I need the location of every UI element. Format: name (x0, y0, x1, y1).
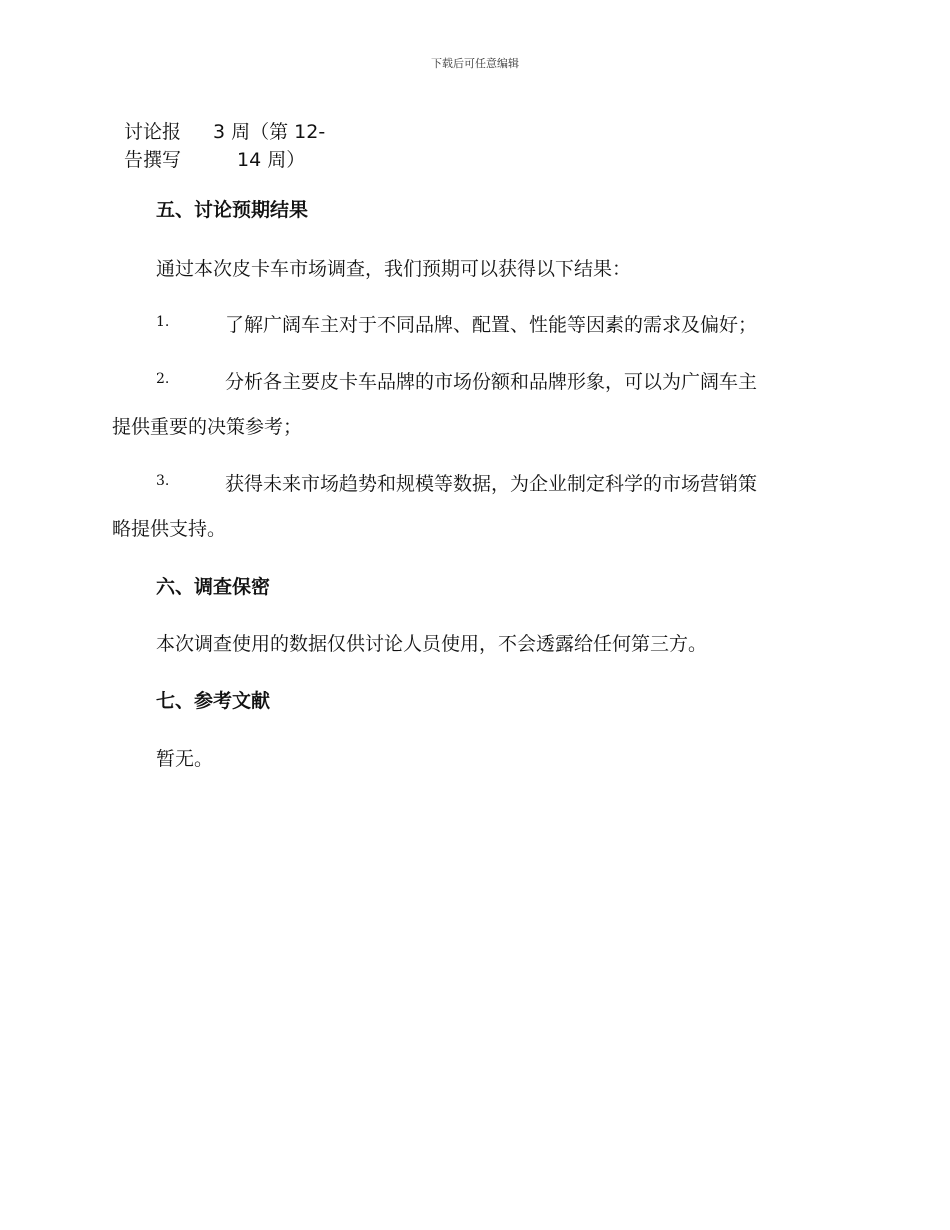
section-five-heading: 五、讨论预期结果 (156, 199, 309, 221)
list-item-number: 3. (156, 473, 170, 489)
list-item-number: 1. (156, 314, 170, 330)
section-seven-text: 暂无。 (156, 748, 214, 770)
section-six-text: 本次调查使用的数据仅供讨论人员使用，不会透露给任何第三方。 (156, 633, 708, 655)
list-item-text: 获得未来市场趋势和规模等数据，为企业制定科学的市场营销策 (225, 473, 758, 495)
table-cell-task (124, 118, 181, 174)
list-item-text-continued: 略提供支持。 (112, 518, 227, 540)
list-item-text: 了解广阔车主对于不同品牌、配置、性能等因素的需求及偏好； (225, 314, 758, 336)
header-note: 下载后可任意编辑 (431, 57, 519, 70)
list-item-number: 2. (156, 371, 170, 387)
table-cell-duration (213, 118, 325, 174)
list-item-text: 分析各主要皮卡车品牌的市场份额和品牌形象，可以为广阔车主 (225, 371, 758, 393)
table-cell-line: 告撰写 (124, 149, 182, 171)
table-cell-line: 3 周（第 12- (213, 121, 326, 143)
table-cell-line: 讨论报 (124, 121, 182, 143)
table-cell-line: 14 周） (237, 149, 306, 171)
section-seven-heading: 七、参考文献 (156, 690, 271, 712)
section-five-intro: 通过本次皮卡车市场调查，我们预期可以获得以下结果： (156, 258, 632, 280)
list-item-text-continued: 提供重要的决策参考； (112, 416, 303, 438)
section-six-heading: 六、调查保密 (156, 576, 271, 598)
